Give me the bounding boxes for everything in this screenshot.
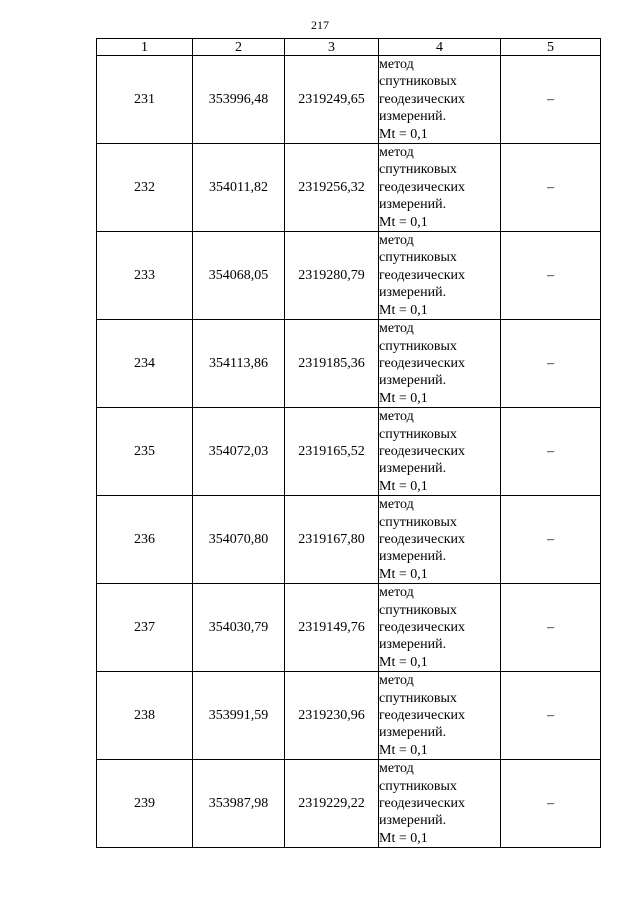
y-coordinate-cell: 2319167,80 <box>285 496 379 584</box>
table-row <box>97 144 601 232</box>
column-header: 4 <box>379 39 501 56</box>
method-line: геодезических <box>379 443 466 459</box>
point-number-cell: 234 <box>97 320 193 408</box>
point-number-cell: 236 <box>97 496 193 584</box>
method-line: измерений. <box>379 637 447 653</box>
method-line: измерений. <box>379 725 447 741</box>
method-line: метод <box>379 585 414 601</box>
y-coordinate-cell: 2319185,36 <box>285 320 379 408</box>
table-row <box>97 408 601 496</box>
column5-cell: – <box>501 672 601 760</box>
method-line: измерений. <box>379 285 447 301</box>
method-cell <box>379 584 501 672</box>
method-line: геодезических <box>379 355 466 371</box>
table-row <box>97 496 601 584</box>
method-line: спутниковых <box>379 338 457 354</box>
point-number-cell: 235 <box>97 408 193 496</box>
method-line: измерений. <box>379 813 447 829</box>
method-line: спутниковых <box>379 778 457 794</box>
method-line: спутниковых <box>379 426 457 442</box>
x-coordinate-cell: 354011,82 <box>193 144 285 232</box>
method-line: измерений. <box>379 549 447 565</box>
column-header: 3 <box>285 39 379 56</box>
method-cell <box>379 672 501 760</box>
method-line: геодезических <box>379 91 466 107</box>
table-row <box>97 760 601 848</box>
method-line: Mt = 0,1 <box>379 390 428 406</box>
x-coordinate-cell: 354072,03 <box>193 408 285 496</box>
method-line: Mt = 0,1 <box>379 214 428 230</box>
column5-cell: – <box>501 584 601 672</box>
column-header: 5 <box>501 39 601 56</box>
method-line: Mt = 0,1 <box>379 302 428 318</box>
method-line: метод <box>379 673 414 689</box>
column5-cell: – <box>501 320 601 408</box>
method-line: спутниковых <box>379 514 457 530</box>
header-row <box>97 39 601 56</box>
y-coordinate-cell: 2319149,76 <box>285 584 379 672</box>
method-line: Mt = 0,1 <box>379 126 428 142</box>
coordinates-table <box>96 38 601 848</box>
method-line: метод <box>379 145 414 161</box>
x-coordinate-cell: 354030,79 <box>193 584 285 672</box>
column5-cell: – <box>501 144 601 232</box>
table-body <box>97 56 601 848</box>
x-coordinate-cell: 354113,86 <box>193 320 285 408</box>
method-line: метод <box>379 761 414 777</box>
table-row <box>97 672 601 760</box>
method-line: геодезических <box>379 796 466 812</box>
column5-cell: – <box>501 232 601 320</box>
method-line: метод <box>379 233 414 249</box>
column5-cell: – <box>501 496 601 584</box>
method-cell <box>379 56 501 144</box>
point-number-cell: 237 <box>97 584 193 672</box>
point-number-cell: 233 <box>97 232 193 320</box>
method-line: спутниковых <box>379 162 457 178</box>
method-cell <box>379 232 501 320</box>
column5-cell: – <box>501 408 601 496</box>
method-line: Mt = 0,1 <box>379 742 428 758</box>
column5-cell: – <box>501 56 601 144</box>
method-cell <box>379 760 501 848</box>
method-line: спутниковых <box>379 690 457 706</box>
method-cell <box>379 320 501 408</box>
x-coordinate-cell: 354068,05 <box>193 232 285 320</box>
x-coordinate-cell: 353987,98 <box>193 760 285 848</box>
x-coordinate-cell: 354070,80 <box>193 496 285 584</box>
point-number-cell: 232 <box>97 144 193 232</box>
method-line: спутниковых <box>379 74 457 90</box>
table-row <box>97 56 601 144</box>
page-number: 217 <box>311 18 329 32</box>
method-cell <box>379 408 501 496</box>
method-line: Mt = 0,1 <box>379 478 428 494</box>
y-coordinate-cell: 2319229,22 <box>285 760 379 848</box>
x-coordinate-cell: 353991,59 <box>193 672 285 760</box>
y-coordinate-cell: 2319256,32 <box>285 144 379 232</box>
table-row <box>97 584 601 672</box>
method-line: спутниковых <box>379 250 457 266</box>
table-row <box>97 232 601 320</box>
method-line: измерений. <box>379 373 447 389</box>
y-coordinate-cell: 2319230,96 <box>285 672 379 760</box>
method-line: геодезических <box>379 267 466 283</box>
method-line: спутниковых <box>379 602 457 618</box>
method-line: Mt = 0,1 <box>379 566 428 582</box>
method-line: Mt = 0,1 <box>379 830 428 846</box>
column5-cell: – <box>501 760 601 848</box>
method-line: геодезических <box>379 708 466 724</box>
table-row <box>97 320 601 408</box>
method-line: метод <box>379 409 414 425</box>
method-cell <box>379 496 501 584</box>
column-header: 1 <box>97 39 193 56</box>
method-line: измерений. <box>379 109 447 125</box>
method-line: геодезических <box>379 531 466 547</box>
method-line: метод <box>379 497 414 513</box>
y-coordinate-cell: 2319249,65 <box>285 56 379 144</box>
point-number-cell: 238 <box>97 672 193 760</box>
method-line: геодезических <box>379 620 466 635</box>
column-header: 2 <box>193 39 285 56</box>
y-coordinate-cell: 2319280,79 <box>285 232 379 320</box>
method-line: метод <box>379 57 414 72</box>
method-line: геодезических <box>379 179 466 195</box>
x-coordinate-cell: 353996,48 <box>193 56 285 144</box>
point-number-cell: 239 <box>97 760 193 848</box>
y-coordinate-cell: 2319165,52 <box>285 408 379 496</box>
point-number-cell: 231 <box>97 56 193 144</box>
method-cell <box>379 144 501 232</box>
method-line: метод <box>379 321 414 337</box>
method-line: Mt = 0,1 <box>379 654 428 670</box>
method-line: измерений. <box>379 197 447 213</box>
method-line: измерений. <box>379 461 447 477</box>
